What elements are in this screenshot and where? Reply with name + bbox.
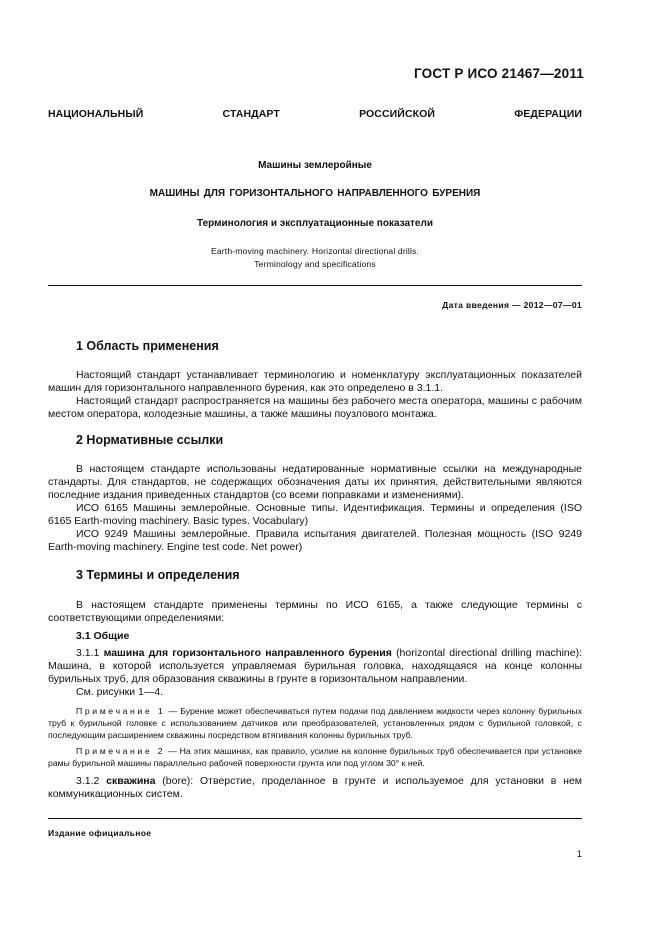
title-main: МАШИНЫ ДЛЯ ГОРИЗОНТАЛЬНОГО НАПРАВЛЕННОГО БУРЕНИЯ	[149, 188, 481, 199]
section-2-heading: 2 Нормативные ссылки	[76, 433, 224, 447]
term-3-1-1-number: 3.1.1	[76, 647, 100, 659]
term-3-1-2	[48, 775, 582, 801]
note-2-text: — На этих машинах, как правило, усилие на колонне бурильных труб обеспечивается при установке рамы бурильной машины параллельно рабочей поверхности грунта или под углом 30° к ней.	[48, 746, 583, 768]
section-1-paragraph-2: Настоящий стандарт распространяется на машины без рабочего места оператора, машины с рабочим местом оператора, колодезные машины, а также машины поузлового монтажа.	[48, 395, 582, 420]
section-1-heading: 1 Область применения	[76, 339, 219, 353]
subsection-3-1-heading: 3.1 Общие	[76, 630, 130, 642]
term-3-1-2-text: (bore): Отверстие, проделанное в грунте и используемое для установки в нем коммуникационных систем.	[48, 775, 582, 800]
section-2-paragraph-1: В настоящем стандарте использованы недатированные нормативные ссылки на международные стандарты. Для стандартов, не содержащих обозначения даты их принятия, действительными являются последние издания приведенных стандартов (со всеми поправками и изменениями).	[48, 463, 582, 501]
note-1-text: — Бурение может обеспечиваться путем подачи под давлением жидкости через колонну бурильных труб к бурильной головке с использованием датчиков или преобразователей, установленных рядом с бурильной головкой, с последующим расширением скважины посредством втягивания колонны бурильных труб.	[48, 706, 582, 740]
note-2-label: Примечание 2	[76, 746, 166, 756]
section-2-reference-iso6165: ИСО 6165 Машины землеройные. Основные типы. Идентификация. Термины и определения (ISO 6165 Earth-moving machinery. Basic types. Vocabulary)	[48, 502, 582, 527]
term-3-1-1-name: машина для горизонтального направленного бурения	[103, 647, 392, 659]
section-3-paragraph-1: В настоящем стандарте применены термины по ИСО 6165, а также следующие термины с соответствующими определениями:	[48, 599, 582, 624]
term-3-1-1-text: (horizontal directional drilling machine): Машина, в которой используется управляемая бурильная головка, находящаяся на конце колонны бурильных труб, для образования скважины в грунте в горизонтальном направлении.	[48, 647, 582, 685]
title-category: Машины землеройные	[258, 160, 372, 171]
section-1-paragraph-1: Настоящий стандарт устанавливает терминологию и номенклатуру эксплуатационных показателей машин для горизонтального направленного бурения, как это определено в 3.1.1.	[48, 369, 582, 394]
term-3-1-2-definition	[48, 775, 582, 801]
title-english-line2: Terminology and specifications	[254, 259, 376, 269]
note-1-label: Примечание 1	[76, 706, 166, 716]
term-3-1-1	[48, 647, 582, 699]
title-english-line1: Earth-moving machinery. Horizontal directional drills.	[210, 246, 420, 256]
footer-divider	[48, 818, 582, 819]
document-code: ГОСТ Р ИСО 21467—2011	[413, 66, 584, 81]
note-2-paragraph	[48, 745, 582, 769]
national-standard-banner: НАЦИОНАЛЬНЫЙ СТАНДАРТ РОССИЙСКОЙ ФЕДЕРАЦИИ	[48, 108, 582, 120]
title-subtitle: Терминология и эксплуатационные показатели	[196, 218, 433, 229]
see-figures-note: См. рисунки 1—4.	[76, 686, 164, 698]
term-3-1-2-name: скважина	[106, 775, 156, 787]
note-1-paragraph	[48, 705, 582, 741]
section-3-heading: 3 Термины и определения	[76, 568, 240, 582]
section-3-intro	[48, 599, 582, 625]
header-divider	[48, 285, 582, 286]
note-1	[48, 705, 582, 741]
section-2-body	[48, 463, 582, 554]
introduction-date: Дата введения — 2012—07—01	[442, 300, 582, 310]
section-2-reference-iso9249: ИСО 9249 Машины землеройные. Правила испытания двигателей. Полезная мощность (ISO 9249 Earth-moving machinery. Engine test code. Net power)	[48, 528, 582, 553]
term-3-1-1-definition	[48, 647, 582, 686]
official-edition-label: Издание официальное	[48, 828, 152, 838]
page-number: 1	[576, 849, 582, 860]
note-2	[48, 745, 582, 769]
section-1-body	[48, 369, 582, 421]
term-3-1-2-number: 3.1.2	[76, 775, 100, 787]
